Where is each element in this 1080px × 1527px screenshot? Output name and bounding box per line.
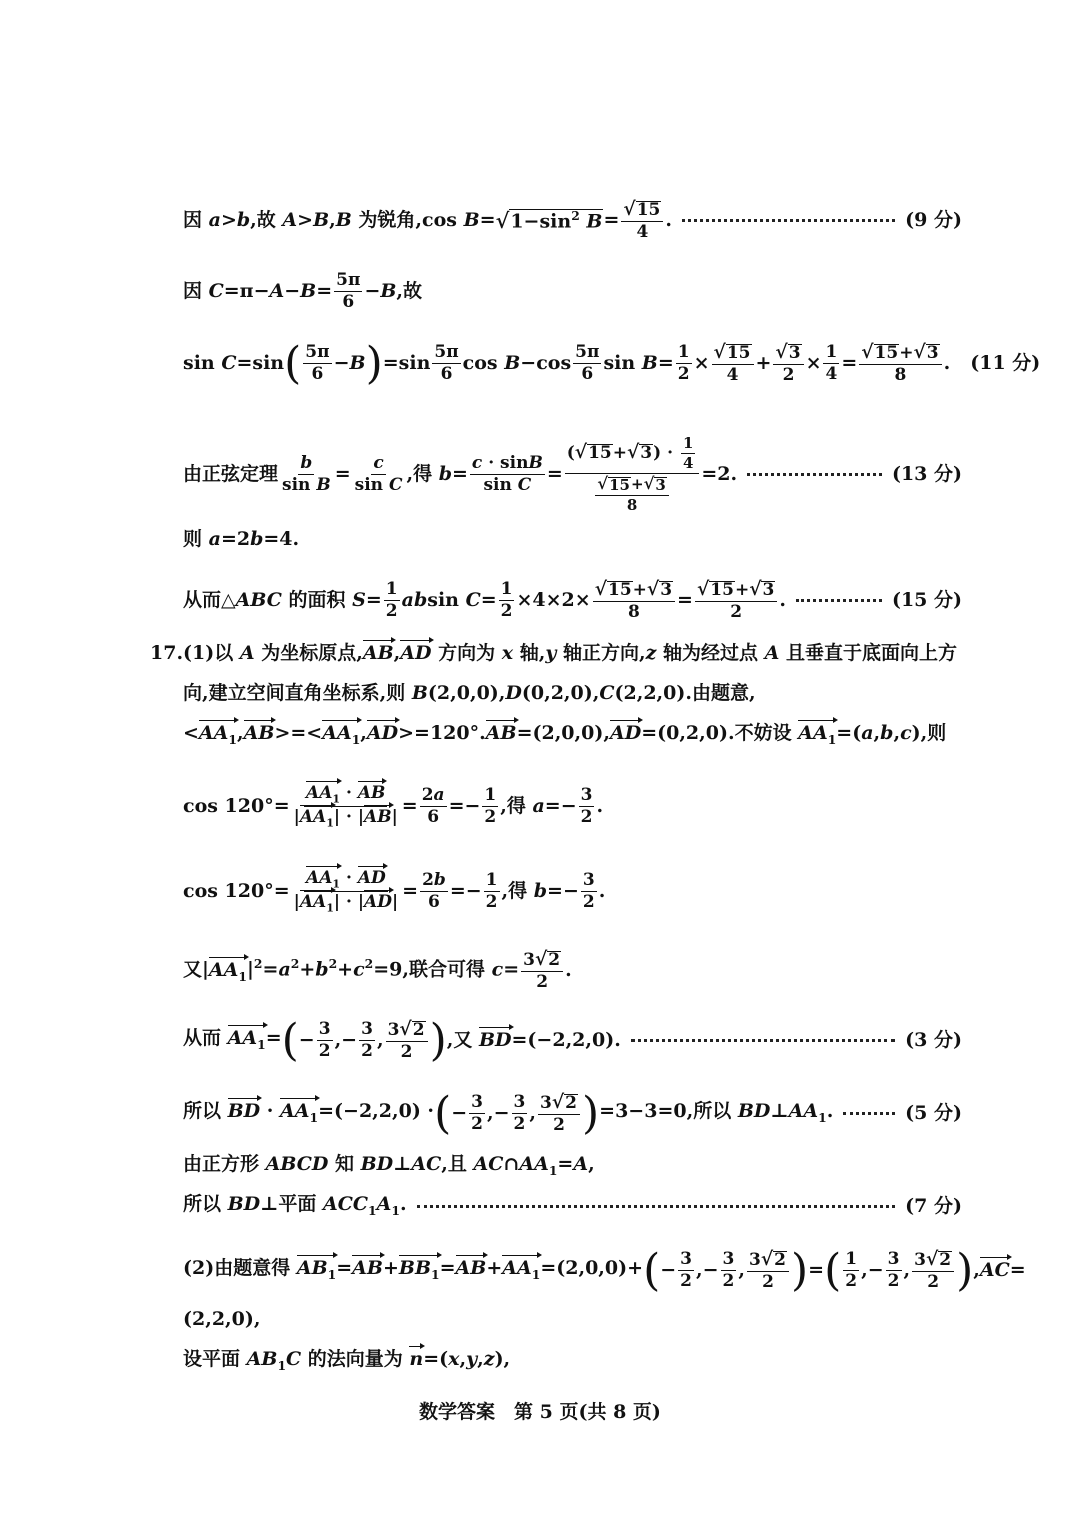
score-label: (11 分)	[970, 352, 1041, 374]
problem-17-normal: 设平面 $AB_1C$ 的法向量为 n=(x,y,z),	[183, 1348, 511, 1373]
score-label: (15 分)	[891, 589, 962, 611]
dotted-leader	[796, 599, 882, 602]
problem-17-intro: 17.(1)以 A 为坐标原点,AB,AD 方向为 x 轴,y 轴正方向,z 轴为经过点 A 且垂直于底面向上方	[150, 642, 957, 664]
page-footer: 数学答案 第 5 页(共 8 页)	[419, 1401, 661, 1423]
dotted-leader	[682, 219, 895, 222]
problem-17-angles: $<AA_1,AB>=<AA_1,AD>=120^\circ.AB=(2,0,0),AD=(0,2,0)$.不妨设 $AA_1=(a,b,c)$,则	[183, 722, 947, 747]
solution-line-sine-law: 由正弦定理 $\frac{b}{\text{sin B}}$ = $\frac{c}{\text{sin C}}$ ,得 b= $\frac{c \cdot \sin B}{\text{sin C}}$ = ( √ 15 + √ 3 ) · $\frac{1}{4}$ √ 15 + √ 3 8 =2. (13 分)	[183, 434, 962, 514]
solution-line-a: 则 a=2b=4.	[183, 528, 300, 550]
problem-17-cos-a: cos 120°= $\frac{AA_1 \cdot AB}{|AA_1| \cdot |AB|}$ = $\frac{2a}{6}$ =− $\frac{1}{2}$ ,得 a=− $\frac{3}{2}$ .	[183, 783, 604, 830]
solution-line-sinC: sin C=sin ( $\frac{5\pi}{6}$ −B ) =sin $\frac{5\pi}{6}$ cos B−cos $\frac{5\pi}{6}$ sin B= $\frac{1}{2}$ × √ 15 4 + √ 3 2 × $\frac{1}{4}$ = √ 15 + √ 3 8 . (11 分)	[183, 337, 1041, 389]
score-label: (3 分)	[905, 1029, 962, 1051]
dotted-leader	[417, 1205, 896, 1208]
dotted-leader	[747, 473, 882, 476]
score-label: (9 分)	[905, 209, 962, 231]
solution-line-C: 因 C=π−A−B= $\frac{5\pi}{6}$ −B,故	[183, 270, 423, 312]
problem-17-c: 又$|AA_1|^2=a^2+b^2+c^2=9$,联合可得 c= 3 √ 2 2 .	[183, 948, 572, 992]
solution-line-area: 从而△ABC 的面积 S= $\frac{1}{2}$ absin C= $\frac{1}{2}$ ×4×2× √ 15 + √ 3 8 = √ 15 + √ 3 2 . (15 分)	[183, 578, 962, 622]
solution-line-cosB: 因 a>b,故 A>B,B 为锐角,cos B= √ $1-\sin^2$ B = √ 15 4 . (9 分)	[183, 198, 962, 242]
dotted-leader	[631, 1039, 895, 1042]
problem-17-AC: (2,2,0),	[183, 1308, 261, 1330]
score-label: (5 分)	[905, 1102, 962, 1124]
problem-17-part2: (2)由题意得 $AB_1=AB+BB_1=AB+AA_1=(2,0,0)+$ ( − $\frac{3}{2}$ ,− $\frac{3}{2}$ , 3 √ 2 2 ) = ( $\frac{1}{2}$ ,− $\frac{3}{2}$ , 3 √ 2 2 ) ,AC=	[183, 1244, 1026, 1296]
problem-17-cos-b: cos 120°= $\frac{AA_1 \cdot AD}{|AA_1| \cdot |AD|}$ = $\frac{2b}{6}$ =− $\frac{1}{2}$ ,得 b=− $\frac{3}{2}$ .	[183, 868, 606, 915]
problem-17-perp: 所以 BD · $AA_1=(-2,2,0)$ · ( − $\frac{3}{2}$ ,− $\frac{3}{2}$ , 3 √ 2 2 ) =3−3=0,所以 $BD\perp AA_1$. (5 分)	[183, 1087, 962, 1139]
score-label: (13 分)	[891, 462, 962, 485]
dotted-leader	[843, 1112, 895, 1115]
problem-17-coords: 向,建立空间直角坐标系,则 B(2,0,0),D(0,2,0),C(2,2,0).由题意,	[183, 682, 756, 704]
score-label: (7 分)	[905, 1194, 962, 1217]
problem-17-square: 由正方形 ABCD 知 BD⊥AC,且 $AC\cap AA_1=A$,	[183, 1153, 595, 1178]
problem-17-AA1: 从而 $AA_1=$ ( − $\frac{3}{2}$ ,− $\frac{3}{2}$ , 3 √ 2 2 ) ,又 BD=(−2,2,0). (3 分)	[183, 1014, 962, 1066]
problem-17-plane: 所以 BD⊥平面 $ACC_1A_1$. (7 分)	[183, 1193, 962, 1218]
